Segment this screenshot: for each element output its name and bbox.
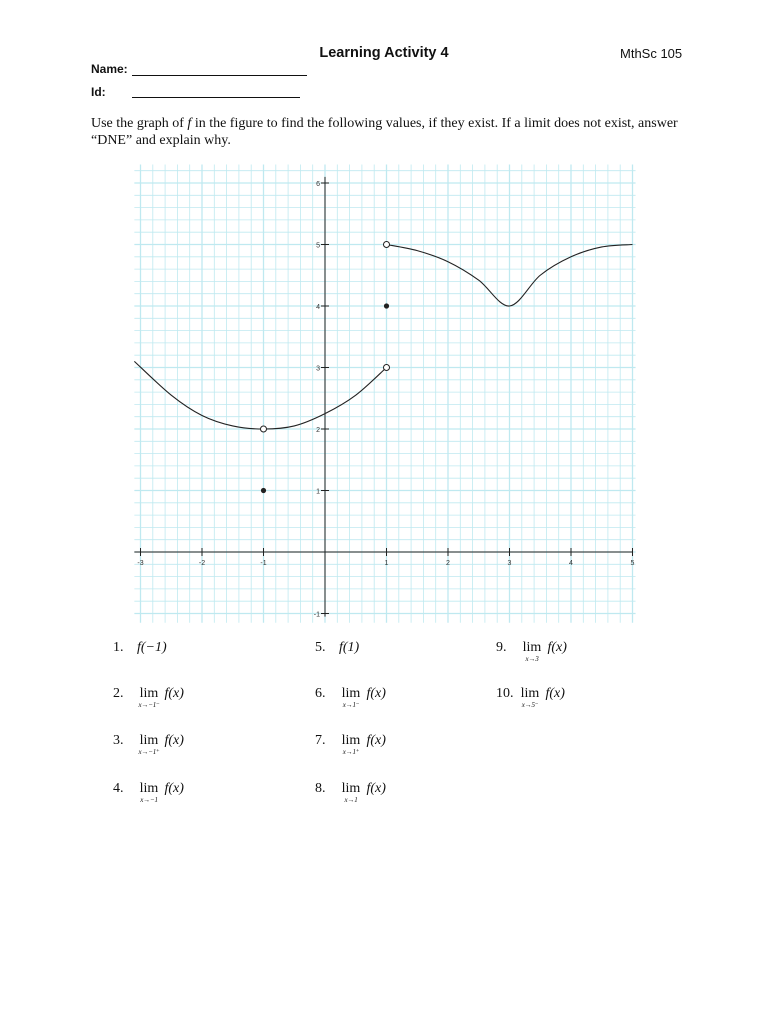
lim-subscript: x→−1⁺ <box>138 748 160 756</box>
question-number: 6. <box>315 686 326 701</box>
question-number: 5. <box>315 640 326 655</box>
y-tick-label: 5 <box>316 242 320 250</box>
function-graph <box>120 160 640 625</box>
instructions-func: f <box>187 116 192 131</box>
function-notation: f(x) <box>366 781 386 796</box>
lim-operator <box>518 686 542 709</box>
page-title: Learning Activity 4 <box>319 45 449 61</box>
lim-operator <box>520 640 544 663</box>
lim-word: lim <box>341 686 361 701</box>
question-number: 1. <box>113 640 124 655</box>
name-label: Name: <box>91 62 128 76</box>
question-number: 9. <box>496 640 507 655</box>
curves <box>134 242 632 430</box>
question-number: 10. <box>496 686 514 701</box>
lim-word: lim <box>139 733 159 748</box>
lim-subscript: x→5⁻ <box>521 701 539 709</box>
x-tick-label: -3 <box>137 560 144 567</box>
function-notation: f(x) <box>366 686 386 701</box>
x-tick-label: 3 <box>507 560 512 567</box>
x-tick-label: 4 <box>569 560 573 567</box>
question-number: 8. <box>315 781 326 796</box>
y-tick-label: 6 <box>316 181 320 188</box>
lim-word: lim <box>522 640 542 655</box>
function-notation: f(x) <box>164 686 184 701</box>
limit-expression <box>339 781 386 804</box>
open-point <box>384 365 390 371</box>
y-tick-label: 4 <box>316 304 320 311</box>
lim-operator <box>339 781 363 804</box>
x-tick-label: 5 <box>630 560 635 567</box>
function-notation: f(x) <box>547 640 567 655</box>
question-number: 3. <box>113 733 124 748</box>
x-tick-label: 2 <box>446 560 450 567</box>
x-tick-label: -1 <box>260 560 267 567</box>
closed-point <box>261 488 266 493</box>
limit-expression <box>518 686 565 709</box>
lim-subscript: x→3 <box>525 655 539 663</box>
limit-expression <box>520 640 567 663</box>
function-notation: f(x) <box>366 733 386 748</box>
course-code: MthSc 105 <box>620 46 683 61</box>
limit-expression <box>137 686 184 709</box>
function-notation: f(−1) <box>137 640 167 655</box>
lim-operator <box>339 686 363 709</box>
name-field-line[interactable] <box>132 75 307 76</box>
lim-word: lim <box>520 686 540 701</box>
lim-subscript: x→−1 <box>140 796 158 804</box>
axes <box>134 177 632 617</box>
function-notation: f(x) <box>164 781 184 796</box>
lim-subscript: x→1⁺ <box>342 748 360 756</box>
lim-subscript: x→1 <box>344 796 358 804</box>
y-tick-label: 2 <box>316 427 320 434</box>
question-number: 4. <box>113 781 124 796</box>
open-point <box>384 242 390 248</box>
limit-expression <box>339 733 386 756</box>
function-value-expression <box>339 640 359 656</box>
lim-operator <box>137 733 161 756</box>
x-tick-label: 1 <box>384 560 389 567</box>
limit-expression <box>339 686 386 709</box>
y-tick-label: -1 <box>313 611 320 619</box>
instructions-part2: in the figure to find the following values, if they exist. If a limit does not exist, answer “DNE” and explain why. <box>91 116 678 148</box>
function-notation: f(x) <box>545 686 565 701</box>
lim-word: lim <box>341 781 361 796</box>
function-value-expression <box>137 640 167 656</box>
x-tick-label: -2 <box>198 560 206 567</box>
lim-operator <box>339 733 363 756</box>
lim-word: lim <box>139 686 159 701</box>
lim-word: lim <box>139 781 159 796</box>
question-number: 2. <box>113 686 124 701</box>
id-field-line[interactable] <box>132 97 300 98</box>
function-notation: f(x) <box>164 733 184 748</box>
function-curve <box>134 361 386 429</box>
instructions <box>91 115 681 149</box>
question-number: 7. <box>315 733 326 748</box>
lim-operator <box>137 781 161 804</box>
lim-word: lim <box>341 733 361 748</box>
y-tick-label: 1 <box>316 488 320 496</box>
lim-operator <box>137 686 161 709</box>
instructions-part1: Use the graph of <box>91 116 188 131</box>
function-notation: f(1) <box>339 640 360 655</box>
limit-expression <box>137 781 184 804</box>
grid <box>134 165 635 623</box>
limit-expression <box>137 733 184 756</box>
closed-point <box>384 303 389 308</box>
open-point <box>261 426 267 432</box>
lim-subscript: x→−1⁻ <box>138 701 160 709</box>
y-tick-label: 3 <box>316 365 320 373</box>
lim-subscript: x→1⁻ <box>342 701 360 709</box>
id-label: Id: <box>91 85 106 99</box>
